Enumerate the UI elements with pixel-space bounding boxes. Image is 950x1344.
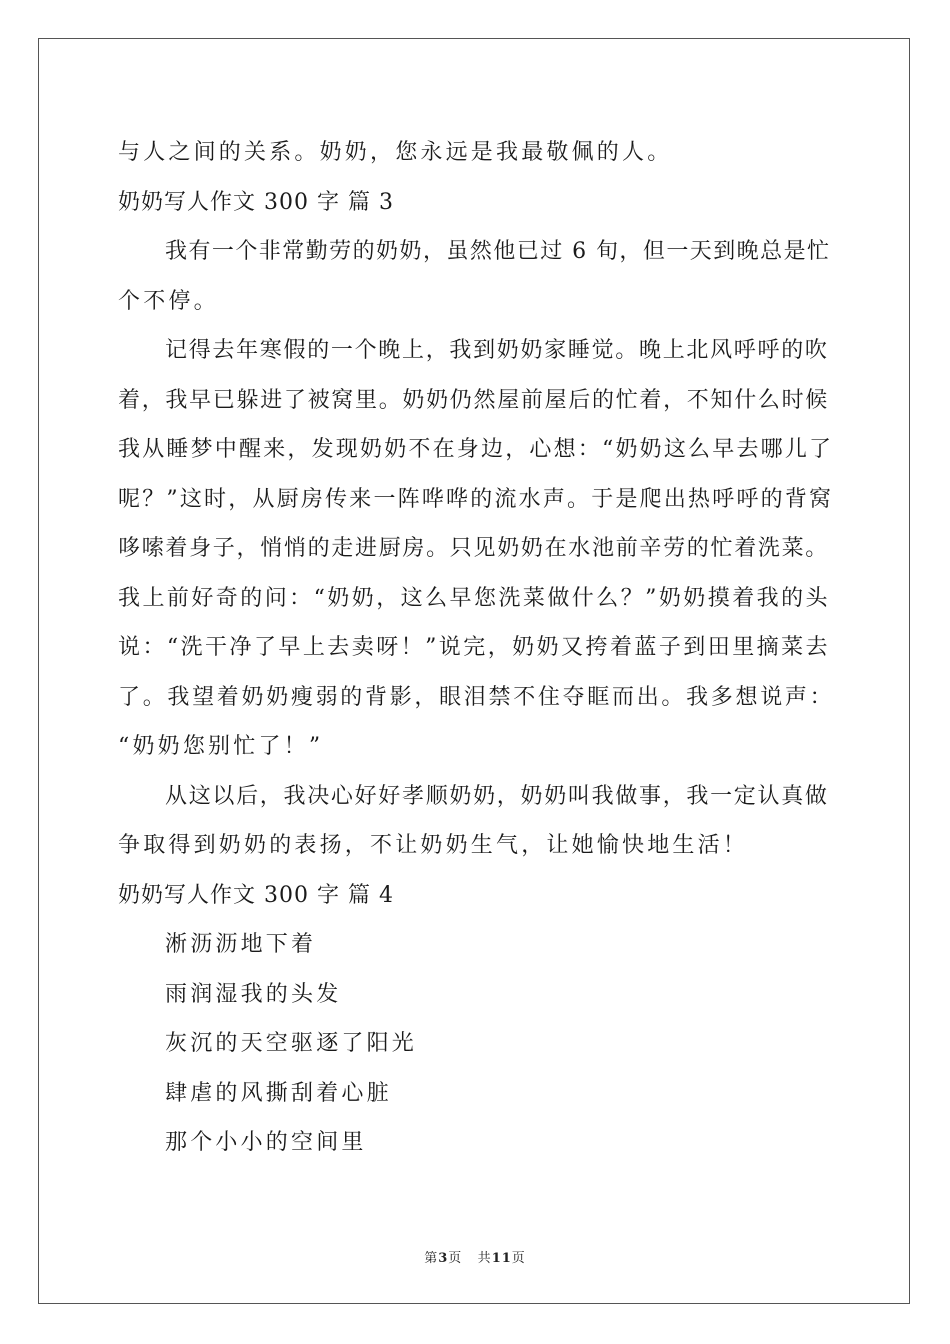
text-line: 我上前好奇的问：“奶奶，这么早您洗菜做什么？”奶奶摸着我的头: [118, 585, 830, 611]
poem-line: 肆虐的风撕刮着心脏: [165, 1080, 392, 1106]
paragraph-line: 从这以后，我决心好好孝顺奶奶，奶奶叫我做事，我一定认真做: [165, 783, 829, 809]
page-unit: 页: [448, 1251, 463, 1266]
text-line: 了。我望着奶奶瘦弱的背影，眼泪禁不住夺眶而出。我多想说声：: [118, 684, 835, 710]
total-prefix: 共: [477, 1251, 492, 1266]
total-pages: 11: [491, 1251, 512, 1266]
text-line: 个不停。: [118, 288, 219, 314]
page-prefix: 第: [424, 1251, 439, 1266]
text-line: 说：“洗干净了早上去卖呀！”说完，奶奶又挎着蓝子到田里摘菜去: [118, 635, 830, 660]
text-line: 哆嗦着身子，悄悄的走进厨房。只见奶奶在水池前辛劳的忙着洗菜。: [118, 536, 830, 561]
poem-line: 淅沥沥地下着: [165, 932, 317, 957]
section-heading: 奶奶写人作文 300 字 篇 4: [118, 882, 394, 908]
text-line: 与人之间的关系。奶奶，您永远是我最敬佩的人。: [118, 140, 673, 165]
text-line: 着，我早已躲进了被窝里。奶奶仍然屋前屋后的忙着，不知什么时候: [118, 387, 830, 413]
page-footer: [0, 1247, 950, 1266]
text-line: 争取得到奶奶的表扬，不让奶奶生气，让她愉快地生活！: [118, 833, 749, 858]
page-number: 3: [438, 1251, 449, 1266]
poem-line: 那个小小的空间里: [165, 1130, 367, 1155]
text-line: “奶奶您别忙了！”: [118, 734, 324, 759]
total-unit: 页: [511, 1251, 526, 1266]
section-heading: 奶奶写人作文 300 字 篇 3: [118, 189, 394, 215]
document-body: [118, 128, 834, 1168]
text-line: 呢？”这时，从厨房传来一阵哗哗的流水声。于是爬出热呼呼的背窝: [118, 486, 834, 512]
paragraph-line: 记得去年寒假的一个晚上，我到奶奶家睡觉。晚上北风呼呼的吹: [165, 338, 829, 363]
poem-line: 灰沉的天空驱逐了阳光: [165, 1031, 418, 1056]
poem-line: 雨润湿我的头发: [165, 981, 342, 1007]
paragraph-line: 我有一个非常勤劳的奶奶，虽然他已过 6 旬，但一天到晚总是忙: [165, 239, 831, 264]
text-line: 我从睡梦中醒来，发现奶奶不在身边，心想：“奶奶这么早去哪儿了: [118, 437, 834, 462]
